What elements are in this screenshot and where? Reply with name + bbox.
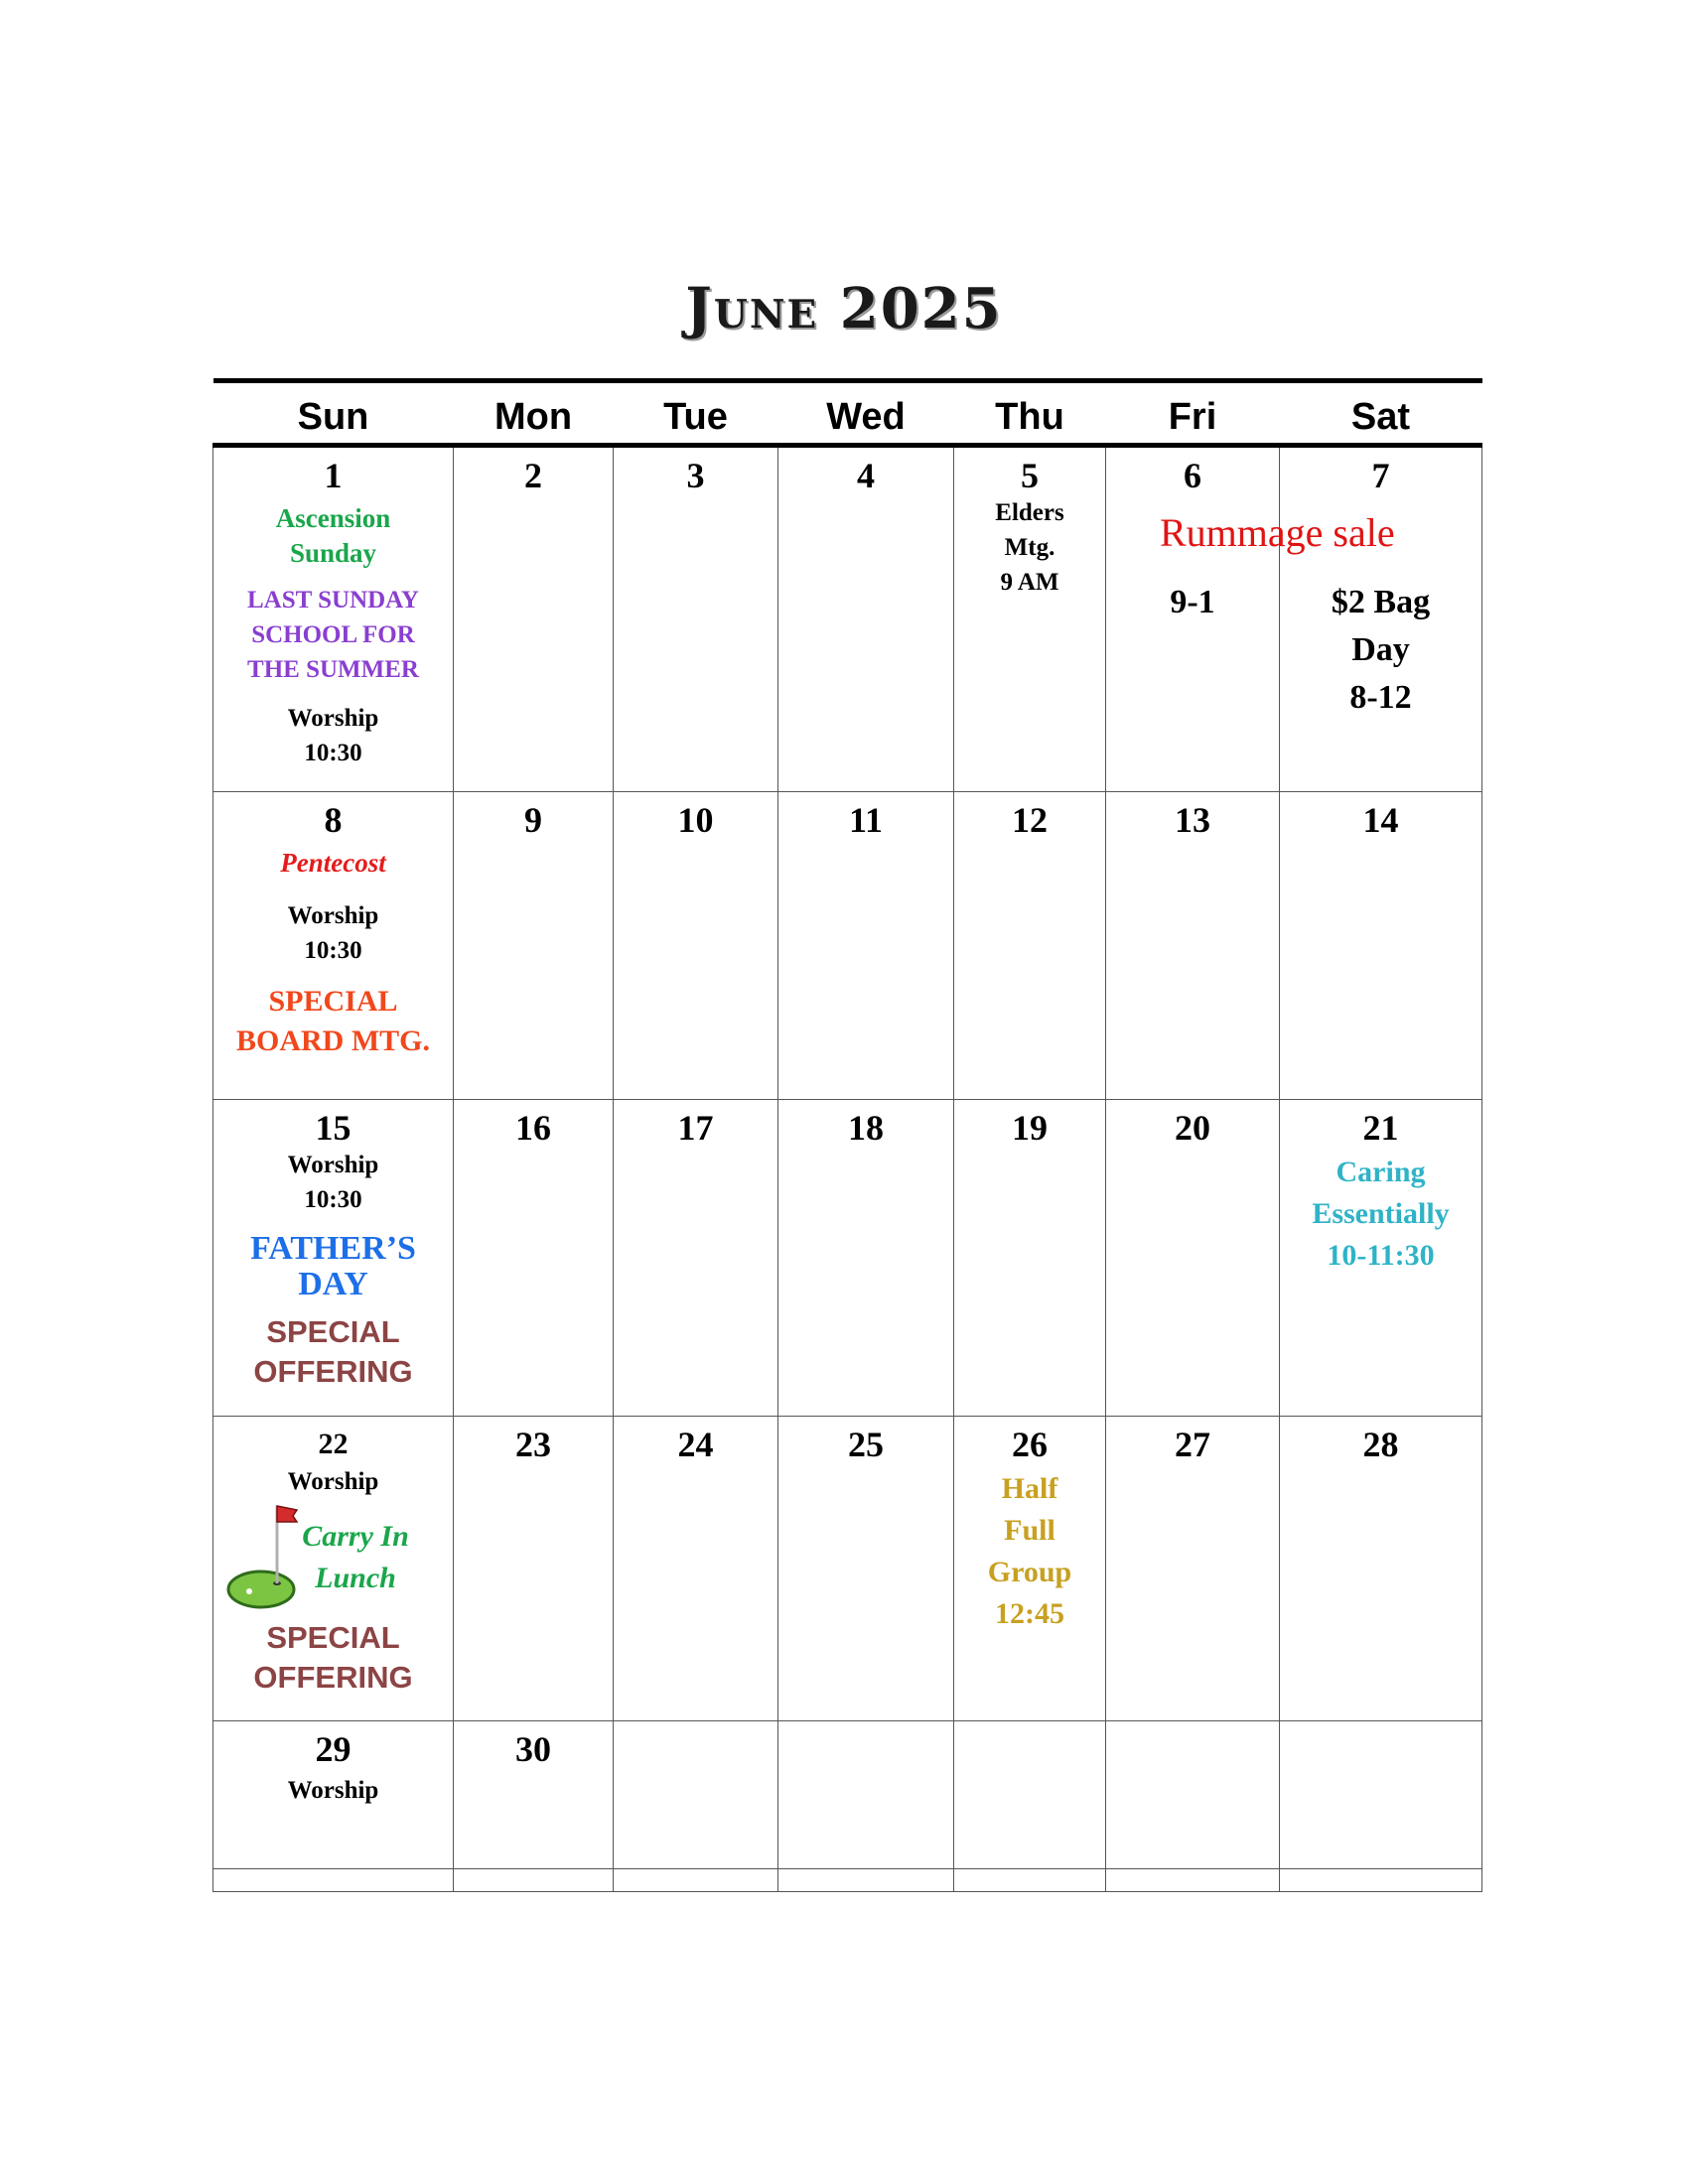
- day-cell-22: [213, 1417, 454, 1721]
- empty-cell: [1280, 1869, 1482, 1892]
- empty-cell: [1106, 1869, 1280, 1892]
- day-cell-18: [778, 1100, 954, 1417]
- day-number: 17: [677, 1108, 714, 1148]
- day-number: 19: [1012, 1108, 1048, 1148]
- event-worship: Worship: [287, 1468, 379, 1495]
- event-fathers-day: DAY: [298, 1266, 368, 1302]
- day-cell-20: [1106, 1100, 1280, 1417]
- empty-cell: [954, 1721, 1106, 1869]
- empty-cell: [1106, 1721, 1280, 1869]
- day-cell-30: [454, 1721, 614, 1869]
- event-bag-day: $2 Bag: [1331, 584, 1431, 620]
- day-number: 14: [1362, 800, 1399, 840]
- day-cell-19: [954, 1100, 1106, 1417]
- event-worship-time: 10:30: [304, 1186, 362, 1213]
- event-caring-essentially-time: 10-11:30: [1327, 1239, 1435, 1272]
- event-elders-mtg-time: 9 AM: [1000, 569, 1059, 596]
- event-worship-time: 10:30: [304, 740, 362, 766]
- day-cell-26: [954, 1417, 1106, 1721]
- day-number: 4: [857, 456, 875, 495]
- week-row: [213, 1417, 1482, 1721]
- event-special-board-mtg: SPECIAL: [268, 985, 398, 1018]
- event-last-sunday-school: SCHOOL FOR: [251, 621, 415, 648]
- weekday-sat: Sat: [1280, 381, 1482, 446]
- month-calendar: [212, 378, 1481, 1892]
- day-cell-25: [778, 1417, 954, 1721]
- empty-cell: [454, 1869, 614, 1892]
- day-cell-24: [614, 1417, 778, 1721]
- day-cell-2: [454, 446, 614, 792]
- day-cell-23: [454, 1417, 614, 1721]
- event-last-sunday-school: LAST SUNDAY: [247, 587, 419, 614]
- weekday-tue: Tue: [614, 381, 778, 446]
- empty-cell: [954, 1869, 1106, 1892]
- weekday-fri: Fri: [1106, 381, 1280, 446]
- week-row: [213, 792, 1482, 1100]
- day-number: 15: [315, 1108, 352, 1148]
- day-number: 6: [1184, 456, 1201, 495]
- event-half-full-group-time: 12:45: [995, 1597, 1064, 1630]
- day-number: 20: [1175, 1108, 1210, 1148]
- day-number: 3: [686, 456, 705, 495]
- weekday-wed: Wed: [778, 381, 954, 446]
- day-number: 21: [1362, 1108, 1399, 1148]
- day-number: 11: [848, 800, 883, 840]
- day-cell-27: [1106, 1417, 1280, 1721]
- day-cell-11: [778, 792, 954, 1100]
- day-number: 24: [677, 1425, 714, 1464]
- week-row: [213, 1100, 1482, 1417]
- day-cell-3: [614, 446, 778, 792]
- day-number: 1: [324, 456, 343, 495]
- event-carry-in-lunch: Lunch: [315, 1562, 396, 1594]
- day-number: 2: [524, 456, 542, 495]
- day-cell-10: [614, 792, 778, 1100]
- event-worship: Worship: [287, 1777, 379, 1804]
- day-number: 16: [515, 1108, 551, 1148]
- day-number: 25: [848, 1425, 884, 1464]
- event-half-full-group: Group: [987, 1556, 1072, 1588]
- empty-cell: [778, 1869, 954, 1892]
- weekday-thu: Thu: [954, 381, 1106, 446]
- day-cell-13: [1106, 792, 1280, 1100]
- day-cell-12: [954, 792, 1106, 1100]
- day-cell-5: [954, 446, 1106, 792]
- day-cell-17: [614, 1100, 778, 1417]
- event-bag-day: Day: [1351, 631, 1410, 668]
- day-number: 12: [1012, 800, 1048, 840]
- event-special-offering: SPECIAL: [266, 1314, 400, 1349]
- day-number: 10: [677, 800, 714, 840]
- event-ascension: Ascension: [275, 503, 391, 533]
- calendar-grid: [212, 378, 1482, 1892]
- weekday-header-row: [213, 381, 1482, 446]
- week-row: [213, 1869, 1482, 1892]
- day-cell-9: [454, 792, 614, 1100]
- day-number: 30: [515, 1729, 551, 1769]
- day-number: 28: [1362, 1425, 1399, 1464]
- event-caring-essentially: Caring: [1336, 1156, 1426, 1188]
- empty-cell: [614, 1721, 778, 1869]
- day-number: 8: [324, 800, 343, 840]
- day-number: 18: [848, 1108, 884, 1148]
- weekday-sun: Sun: [213, 381, 454, 446]
- event-pentecost: Pentecost: [280, 848, 386, 878]
- day-number: 26: [1012, 1425, 1048, 1464]
- day-cell-7: [1280, 446, 1482, 792]
- event-ascension: Sunday: [289, 538, 377, 568]
- calendar-title: June 2025: [685, 276, 1003, 341]
- empty-cell: [1280, 1721, 1482, 1869]
- day-number: 7: [1371, 456, 1390, 495]
- event-carry-in-lunch: Carry In: [302, 1520, 409, 1553]
- event-elders-mtg: Elders: [995, 499, 1064, 526]
- empty-cell: [213, 1869, 454, 1892]
- event-caring-essentially: Essentially: [1312, 1197, 1450, 1230]
- day-cell-6: [1106, 446, 1280, 792]
- week-row: [213, 446, 1482, 792]
- event-fathers-day: FATHER’S: [250, 1230, 416, 1267]
- event-worship: Worship: [287, 1152, 379, 1178]
- day-cell-15: [213, 1100, 454, 1417]
- empty-cell: [614, 1869, 778, 1892]
- day-number: 27: [1175, 1425, 1210, 1464]
- week-row: [213, 1721, 1482, 1869]
- event-special-offering: OFFERING: [253, 1660, 413, 1695]
- event-rummage-sale: Rummage sale: [1160, 510, 1395, 555]
- day-cell-28: [1280, 1417, 1482, 1721]
- day-number: 13: [1175, 800, 1210, 840]
- event-half-full-group: Full: [1004, 1514, 1055, 1547]
- event-special-board-mtg: BOARD MTG.: [236, 1024, 430, 1057]
- event-special-offering: SPECIAL: [266, 1620, 400, 1655]
- event-special-offering: OFFERING: [253, 1354, 413, 1389]
- day-cell-14: [1280, 792, 1482, 1100]
- empty-cell: [778, 1721, 954, 1869]
- day-cell-16: [454, 1100, 614, 1417]
- day-cell-8: [213, 792, 454, 1100]
- event-rummage-hours: 9-1: [1170, 584, 1215, 620]
- event-last-sunday-school: THE SUMMER: [247, 656, 419, 683]
- event-bag-day-hours: 8-12: [1349, 679, 1412, 716]
- day-cell-21: [1280, 1100, 1482, 1417]
- day-number: 29: [315, 1729, 352, 1769]
- day-number: 9: [524, 800, 542, 840]
- event-worship-time: 10:30: [304, 937, 362, 964]
- event-elders-mtg: Mtg.: [1004, 534, 1055, 561]
- event-half-full-group: Half: [1001, 1472, 1058, 1505]
- event-worship: Worship: [287, 902, 379, 929]
- weekday-mon: Mon: [454, 381, 614, 446]
- day-cell-4: [778, 446, 954, 792]
- day-number: 5: [1021, 456, 1039, 495]
- day-number: 23: [515, 1425, 551, 1464]
- day-cell-29: [213, 1721, 454, 1869]
- day-cell-1: [213, 446, 454, 792]
- event-worship: Worship: [287, 705, 379, 732]
- day-number: 22: [318, 1428, 349, 1460]
